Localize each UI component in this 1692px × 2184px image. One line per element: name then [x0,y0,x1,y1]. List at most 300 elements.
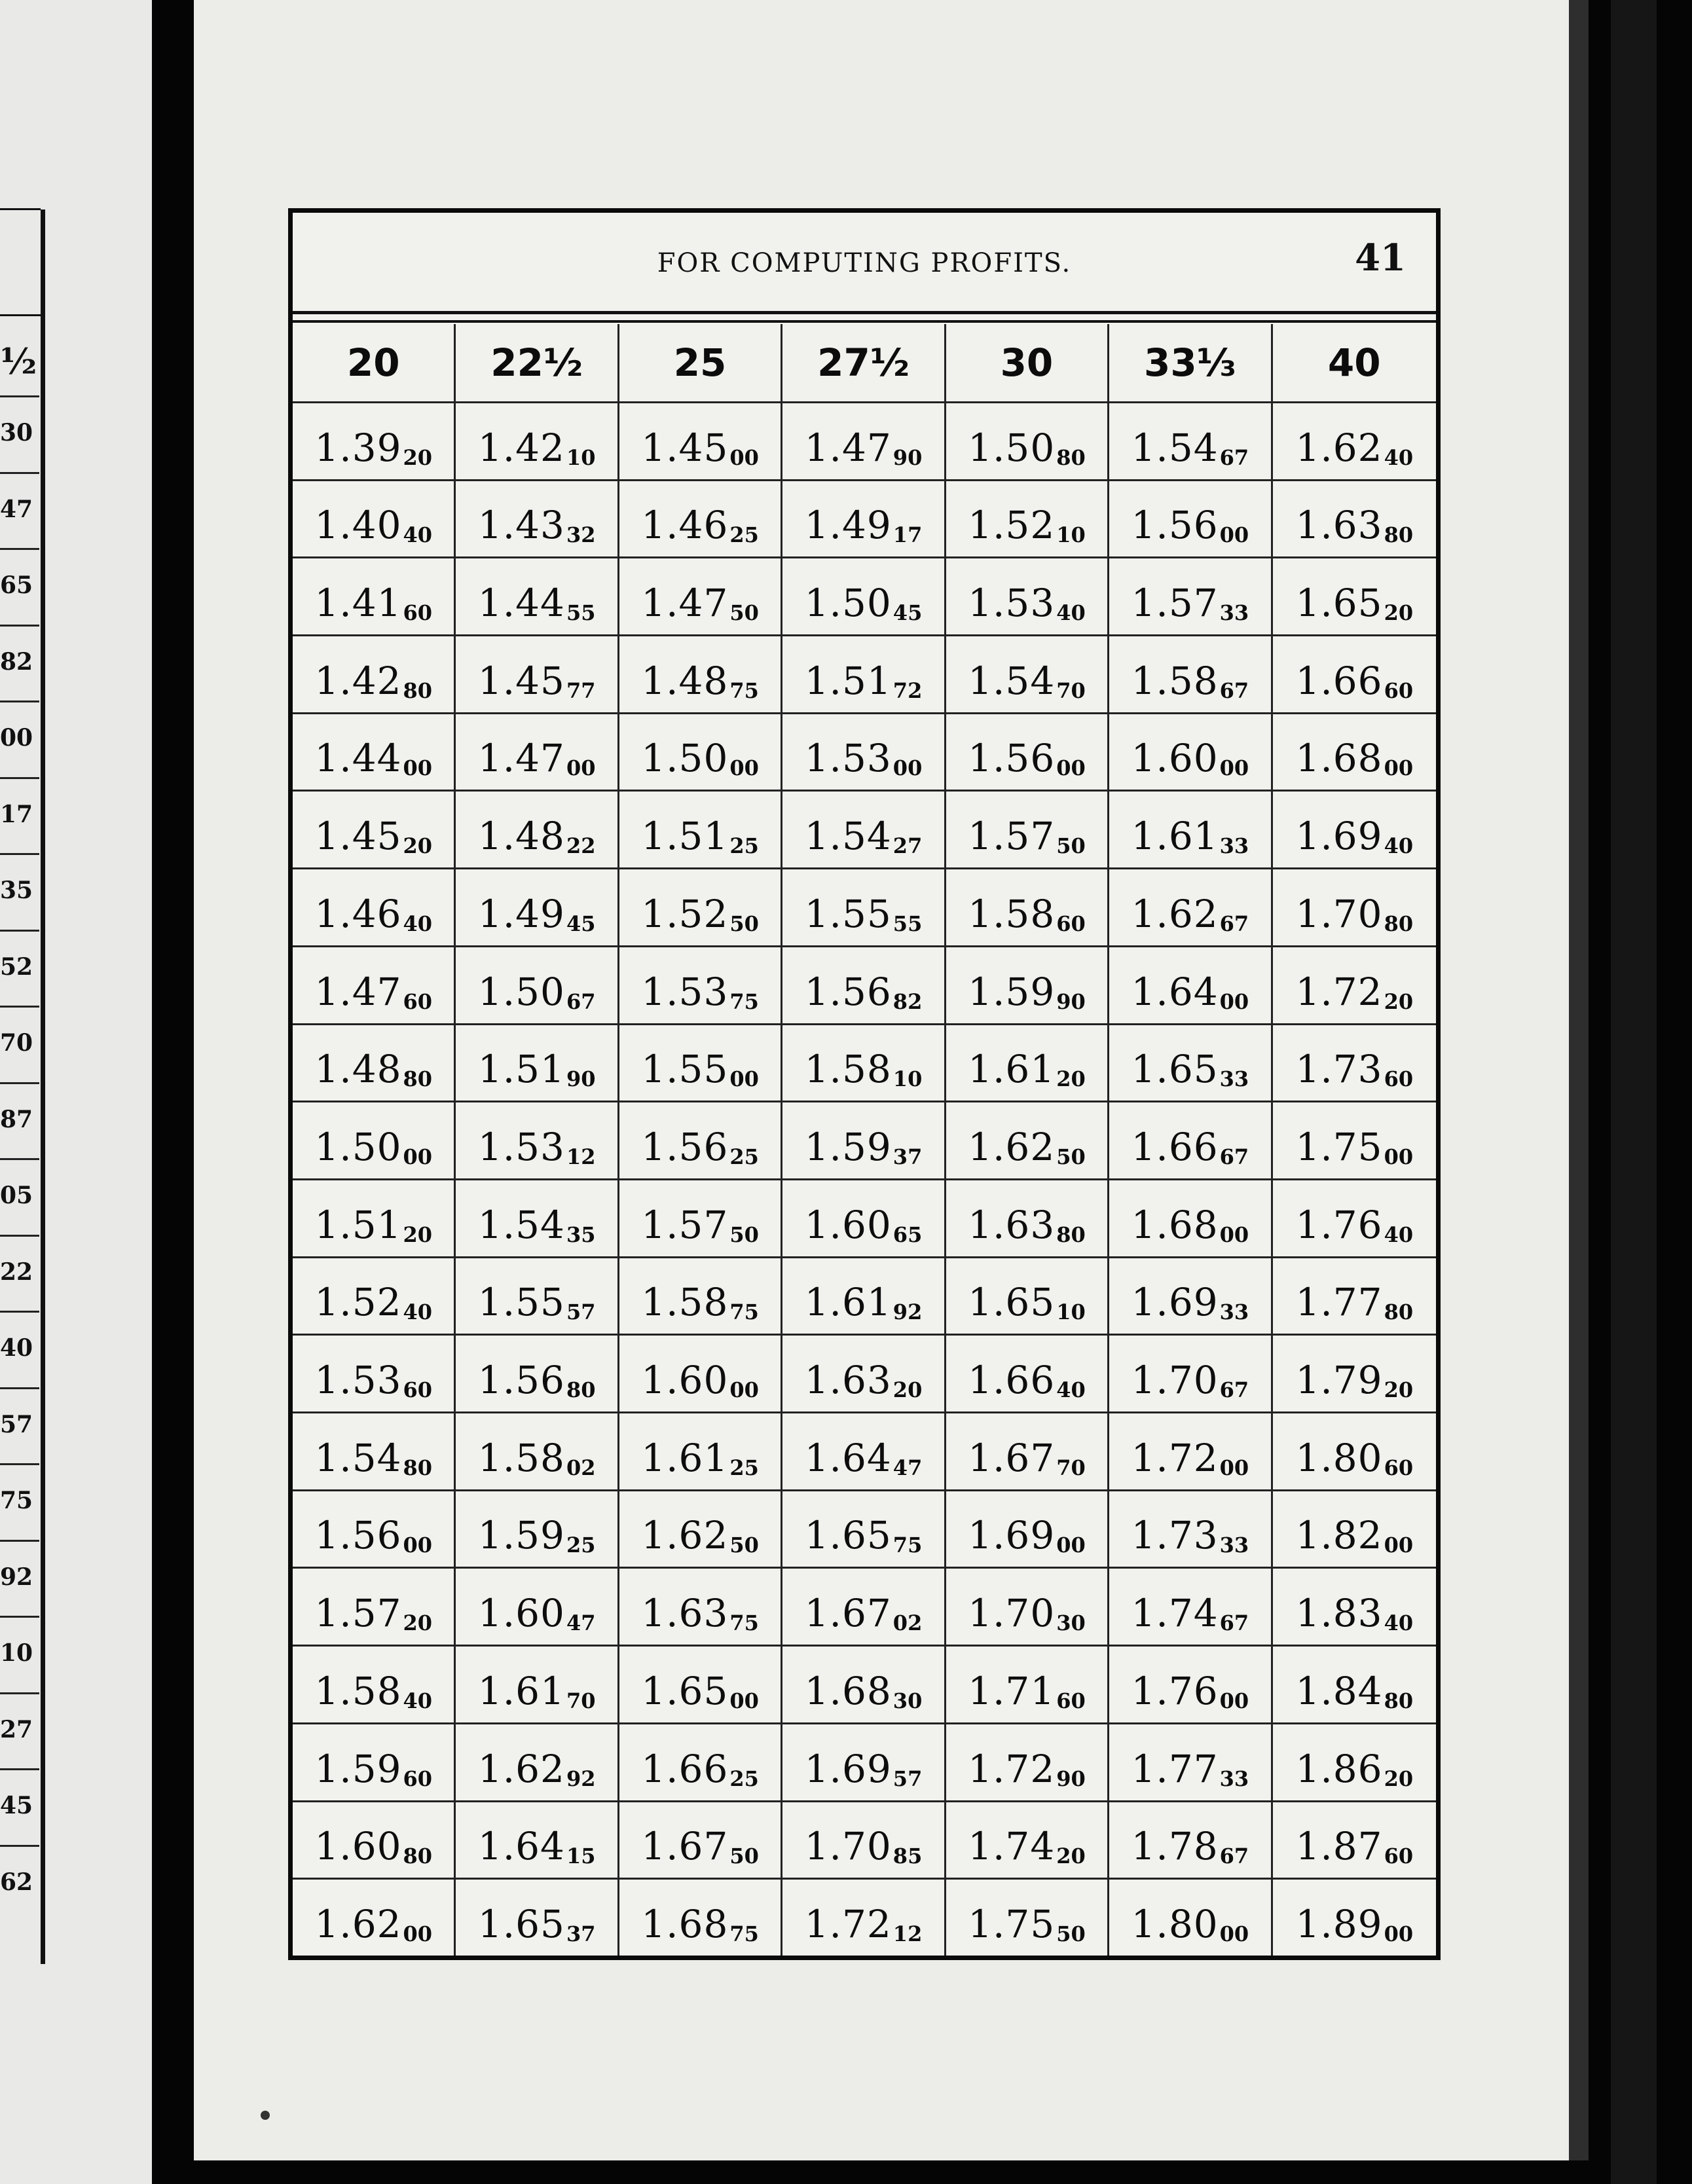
cell-superscript: 50 [729,911,759,936]
cell-value: 1.72 [1131,1435,1219,1480]
cell-value: 1.58 [804,1047,892,1092]
cell-superscript: 60 [1384,1455,1414,1480]
cell-superscript: 20 [403,1611,433,1636]
cell-value: 1.71 [968,1668,1056,1713]
cell-superscript: 92 [892,1300,923,1325]
cell-superscript: 15 [566,1844,596,1869]
table-cell [619,790,782,867]
column-header: 33⅓ [1109,324,1272,401]
cell-value: 1.55 [477,1280,565,1325]
cell-value: 1.54 [804,814,892,859]
cell-superscript: 20 [1384,1766,1414,1791]
cell-value: 1.56 [641,1124,729,1169]
table-cell [619,1101,782,1178]
table-cell [782,712,946,790]
cell-value: 1.60 [1131,736,1219,781]
cell-superscript: 20 [892,1377,923,1403]
cell-value: 1.59 [477,1513,565,1558]
cell-value: 1.52 [641,891,729,936]
column-header: 27½ [782,324,946,401]
cell-value: 1.48 [477,814,565,859]
table-cell [1109,712,1272,790]
cell-value: 1.57 [641,1202,729,1247]
left-page-rule [0,395,39,397]
table-cell [782,634,946,712]
cell-superscript: 00 [1056,1533,1086,1558]
cell-superscript: 80 [403,1844,433,1869]
table-cell [1109,1800,1272,1878]
table-cell [1109,790,1272,867]
table-cell [1273,479,1436,557]
cell-superscript: 50 [1056,833,1086,859]
cell-superscript: 40 [1384,1222,1414,1247]
table-cell [782,1023,946,1101]
table-cell [293,1256,456,1334]
cell-superscript: 67 [1219,1377,1249,1403]
cell-value: 1.55 [641,1047,729,1092]
table-cell [456,634,619,712]
left-page-value: 87 [0,1105,33,1133]
cell-value: 1.42 [477,425,565,470]
table-cell [782,1489,946,1567]
cell-superscript: 00 [403,1533,433,1558]
cell-superscript: 65 [892,1222,923,1247]
cell-value: 1.73 [1131,1513,1219,1558]
table-cell [456,1178,619,1256]
cell-superscript: 33 [1219,600,1249,626]
cell-superscript: 90 [892,445,923,470]
header-rule [293,320,1436,323]
cell-value: 1.60 [477,1591,565,1636]
cell-superscript: 60 [1056,911,1086,936]
cell-value: 1.80 [1295,1435,1383,1480]
cell-value: 1.47 [477,736,565,781]
cell-superscript: 67 [1219,445,1249,470]
cell-value: 1.45 [477,658,565,703]
cell-superscript: 50 [1056,1144,1086,1169]
table-cell [456,401,619,479]
left-page-rule [0,1158,39,1160]
table-cell [619,1334,782,1411]
table-cell [293,945,456,1023]
left-page-border [41,209,45,1964]
cell-superscript: 85 [892,1844,923,1869]
cell-superscript: 80 [1384,1300,1414,1325]
table-cell [946,1567,1109,1645]
cell-superscript: 37 [892,1144,923,1169]
cell-value: 1.53 [968,581,1056,626]
left-page-rule [0,1463,39,1465]
cell-superscript: 33 [1219,1533,1249,1558]
cell-value: 1.74 [1131,1591,1219,1636]
cell-superscript: 80 [403,678,433,703]
left-page-rule [0,1845,39,1847]
left-page-rule [0,930,39,932]
cell-value: 1.50 [968,425,1056,470]
cell-value: 1.75 [968,1901,1056,1946]
cell-superscript: 20 [1384,989,1414,1014]
table-cell [782,1800,946,1878]
table-cell [1273,712,1436,790]
table-cell [456,867,619,945]
cell-superscript: 20 [1384,1377,1414,1403]
table-cell [293,1567,456,1645]
left-page-rule [0,853,39,855]
cell-superscript: 75 [729,1921,759,1946]
column-header: 22½ [456,324,619,401]
cell-superscript: 67 [1219,1144,1249,1169]
table-cell [1109,1256,1272,1334]
table-cell [1273,945,1436,1023]
cell-value: 1.67 [804,1591,892,1636]
left-page-rule [0,1082,39,1084]
cell-superscript: 90 [1056,1766,1086,1791]
left-page-value: 82 [0,647,33,676]
cell-value: 1.53 [641,969,729,1014]
table-cell [1273,1489,1436,1567]
cell-value: 1.46 [314,891,402,936]
left-page-value: 35 [0,877,33,904]
table-cell [456,556,619,634]
cell-value: 1.78 [1131,1824,1219,1869]
table-cell [1273,634,1436,712]
table-cell [456,1800,619,1878]
table-cell [1273,1567,1436,1645]
cell-value: 1.60 [641,1358,729,1403]
cell-value: 1.72 [968,1746,1056,1791]
cell-value: 1.87 [1295,1824,1383,1869]
cell-value: 1.49 [477,891,565,936]
cell-value: 1.62 [1295,425,1383,470]
table-cell [293,1101,456,1178]
cell-value: 1.51 [477,1047,565,1092]
cell-superscript: 20 [403,1222,433,1247]
cell-superscript: 50 [729,600,759,626]
cell-superscript: 33 [1219,1066,1249,1092]
cell-value: 1.75 [1295,1124,1383,1169]
table-cell [1273,790,1436,867]
cell-value: 1.65 [477,1901,565,1946]
table-cell [1109,1334,1272,1411]
cell-superscript: 57 [566,1300,596,1325]
cell-superscript: 72 [892,678,923,703]
cell-superscript: 55 [892,911,923,936]
cell-superscript: 25 [729,1766,759,1791]
cell-superscript: 80 [1056,1222,1086,1247]
table-cell [1273,401,1436,479]
table-cell [782,401,946,479]
cell-superscript: 50 [729,1222,759,1247]
table-cell [1273,1722,1436,1800]
cell-superscript: 80 [1384,522,1414,548]
cell-superscript: 80 [1384,911,1414,936]
table-cell [619,867,782,945]
table-cell [1109,1101,1272,1178]
cell-superscript: 50 [729,1533,759,1558]
cell-value: 1.48 [641,658,729,703]
cell-superscript: 20 [1384,600,1414,626]
cell-superscript: 60 [403,1377,433,1403]
cell-value: 1.76 [1131,1668,1219,1713]
cell-value: 1.69 [968,1513,1056,1558]
table-cell [293,867,456,945]
cell-value: 1.77 [1131,1746,1219,1791]
book-cover-edge [1611,0,1657,2184]
table-cell [293,1023,456,1101]
cell-superscript: 70 [1056,678,1086,703]
cell-value: 1.57 [314,1591,402,1636]
cell-value: 1.45 [314,814,402,859]
table-cell [782,556,946,634]
cell-value: 1.86 [1295,1746,1383,1791]
table-cell [946,1722,1109,1800]
cell-superscript: 40 [1056,600,1086,626]
cell-superscript: 02 [566,1455,596,1480]
cell-value: 1.62 [968,1124,1056,1169]
table-cell [1109,1567,1272,1645]
cell-superscript: 57 [892,1766,923,1791]
table-cell [1109,1489,1272,1567]
table-cell [619,556,782,634]
table-cell [619,712,782,790]
cell-value: 1.64 [477,1824,565,1869]
cell-value: 1.48 [314,1047,402,1092]
cell-superscript: 50 [729,1844,759,1869]
table-cell [456,712,619,790]
header-rule [293,311,1436,314]
cell-value: 1.65 [1131,1047,1219,1092]
cell-value: 1.62 [641,1513,729,1558]
table-cell [782,1178,946,1256]
cell-superscript: 00 [566,755,596,781]
cell-superscript: 50 [1056,1921,1086,1946]
cell-value: 1.57 [1131,581,1219,626]
cell-value: 1.61 [477,1668,565,1713]
table-cell [946,712,1109,790]
cell-value: 1.59 [804,1124,892,1169]
cell-value: 1.72 [804,1901,892,1946]
cell-value: 1.53 [477,1124,565,1169]
table-cell [456,479,619,557]
left-page-rule [0,1387,39,1389]
cell-value: 1.53 [314,1358,402,1403]
cell-superscript: 00 [1384,755,1414,781]
cell-value: 1.62 [477,1746,565,1791]
table-cell [782,1722,946,1800]
cell-value: 1.58 [1131,658,1219,703]
cell-superscript: 00 [1219,1222,1249,1247]
left-page-value: 30 [0,419,33,446]
table-cell [619,1878,782,1956]
table-cell [1109,401,1272,479]
cell-value: 1.77 [1295,1280,1383,1325]
cell-superscript: 00 [1056,755,1086,781]
left-page-rule [0,1692,39,1694]
cell-value: 1.65 [641,1668,729,1713]
cell-superscript: 20 [403,445,433,470]
cell-value: 1.58 [641,1280,729,1325]
table-cell [946,1256,1109,1334]
left-page-rule [0,548,39,550]
cell-value: 1.65 [968,1280,1056,1325]
cell-value: 1.63 [1295,503,1383,548]
cell-value: 1.64 [1131,969,1219,1014]
left-page-value: 47 [0,495,33,523]
table-cell [782,790,946,867]
page-speck [261,2111,270,2120]
cell-value: 1.54 [1131,425,1219,470]
table-cell [782,1334,946,1411]
cell-value: 1.72 [1295,969,1383,1014]
table-cell [456,1489,619,1567]
table-cell [782,1567,946,1645]
table-cell [293,1334,456,1411]
cell-value: 1.55 [804,891,892,936]
table-cell [456,1567,619,1645]
cell-value: 1.61 [804,1280,892,1325]
cell-superscript: 77 [566,678,596,703]
cell-superscript: 25 [729,1455,759,1480]
table-cell [946,1023,1109,1101]
left-page-value: 75 [0,1487,33,1514]
cell-superscript: 25 [729,1144,759,1169]
cell-superscript: 27 [892,833,923,859]
cell-superscript: 12 [566,1144,596,1169]
cell-value: 1.60 [804,1202,892,1247]
cell-superscript: 00 [729,1377,759,1403]
cell-superscript: 45 [566,911,596,936]
cell-superscript: 40 [1384,833,1414,859]
cell-value: 1.83 [1295,1591,1383,1636]
cell-value: 1.61 [641,1435,729,1480]
cell-superscript: 60 [403,1766,433,1791]
cell-value: 1.40 [314,503,402,548]
cell-value: 1.44 [477,581,565,626]
table-cell [782,1645,946,1722]
cell-superscript: 02 [892,1611,923,1636]
cell-value: 1.56 [1131,503,1219,548]
cell-value: 1.44 [314,736,402,781]
cell-superscript: 75 [729,678,759,703]
cell-value: 1.54 [968,658,1056,703]
table-cell [782,1878,946,1956]
left-page-value: 00 [0,724,33,752]
cell-value: 1.69 [1131,1280,1219,1325]
left-page-rule [0,472,39,474]
left-page-value: 57 [0,1410,33,1438]
cell-value: 1.56 [968,736,1056,781]
left-page-value: 05 [0,1182,33,1209]
cell-value: 1.60 [314,1824,402,1869]
cell-value: 1.70 [804,1824,892,1869]
table-cell [782,1256,946,1334]
table-cell [946,1878,1109,1956]
cell-value: 1.50 [314,1124,402,1169]
cell-value: 1.59 [314,1746,402,1791]
table-cell [1109,1645,1272,1722]
left-page-rule [0,625,39,627]
table-cell [293,634,456,712]
cell-value: 1.43 [477,503,565,548]
table-cell [293,790,456,867]
cell-value: 1.56 [477,1358,565,1403]
table-cell [619,1489,782,1567]
cell-superscript: 67 [1219,1611,1249,1636]
cell-superscript: 17 [892,522,923,548]
cell-superscript: 60 [1384,1844,1414,1869]
cell-superscript: 67 [1219,1844,1249,1869]
table-cell [619,945,782,1023]
cell-superscript: 00 [403,755,433,781]
cell-value: 1.69 [804,1746,892,1791]
cell-value: 1.70 [1131,1358,1219,1403]
cell-superscript: 80 [403,1066,433,1092]
left-page-value: 70 [0,1029,33,1057]
table-cell [456,1334,619,1411]
table-cell [293,479,456,557]
table-cell [293,1411,456,1489]
cell-value: 1.52 [314,1280,402,1325]
cell-superscript: 40 [1384,445,1414,470]
page-edge [1569,0,1589,2160]
table-cell [946,1800,1109,1878]
table-cell [1273,1411,1436,1489]
cell-value: 1.66 [1131,1124,1219,1169]
left-page-rule [0,1768,39,1770]
cell-value: 1.56 [804,969,892,1014]
column-header: 30 [946,324,1109,401]
left-page-value: 65 [0,572,33,599]
cell-value: 1.47 [641,581,729,626]
cell-superscript: 60 [1384,678,1414,703]
cell-value: 1.82 [1295,1513,1383,1558]
cell-value: 1.74 [968,1824,1056,1869]
cell-superscript: 30 [892,1688,923,1713]
table-cell [619,1645,782,1722]
table-cell [619,401,782,479]
cell-superscript: 25 [729,522,759,548]
table-cell [782,945,946,1023]
cell-value: 1.68 [641,1901,729,1946]
column-header: 40 [1327,340,1381,385]
cell-superscript: 20 [1056,1844,1086,1869]
cell-superscript: 67 [1219,678,1249,703]
table-cell [1109,556,1272,634]
table-cell [946,867,1109,945]
table-cell [456,790,619,867]
cell-superscript: 00 [1219,755,1249,781]
cell-superscript: 40 [403,1300,433,1325]
table-cell [293,1178,456,1256]
cell-value: 1.39 [314,425,402,470]
cell-value: 1.58 [314,1668,402,1713]
left-page-value: 17 [0,800,33,828]
cell-value: 1.54 [314,1435,402,1480]
table-cell [1273,1178,1436,1256]
cell-value: 1.61 [968,1047,1056,1092]
table-cell [1273,1800,1436,1878]
table-cell [456,1878,619,1956]
cell-superscript: 90 [566,1066,596,1092]
table-cell [1109,945,1272,1023]
table-cell [293,1800,456,1878]
cell-superscript: 40 [403,911,433,936]
table-cell [456,1722,619,1800]
cell-value: 1.76 [1295,1202,1383,1247]
table-cell [1273,556,1436,634]
cell-superscript: 00 [1219,1455,1249,1480]
left-page-rule [0,1311,39,1313]
